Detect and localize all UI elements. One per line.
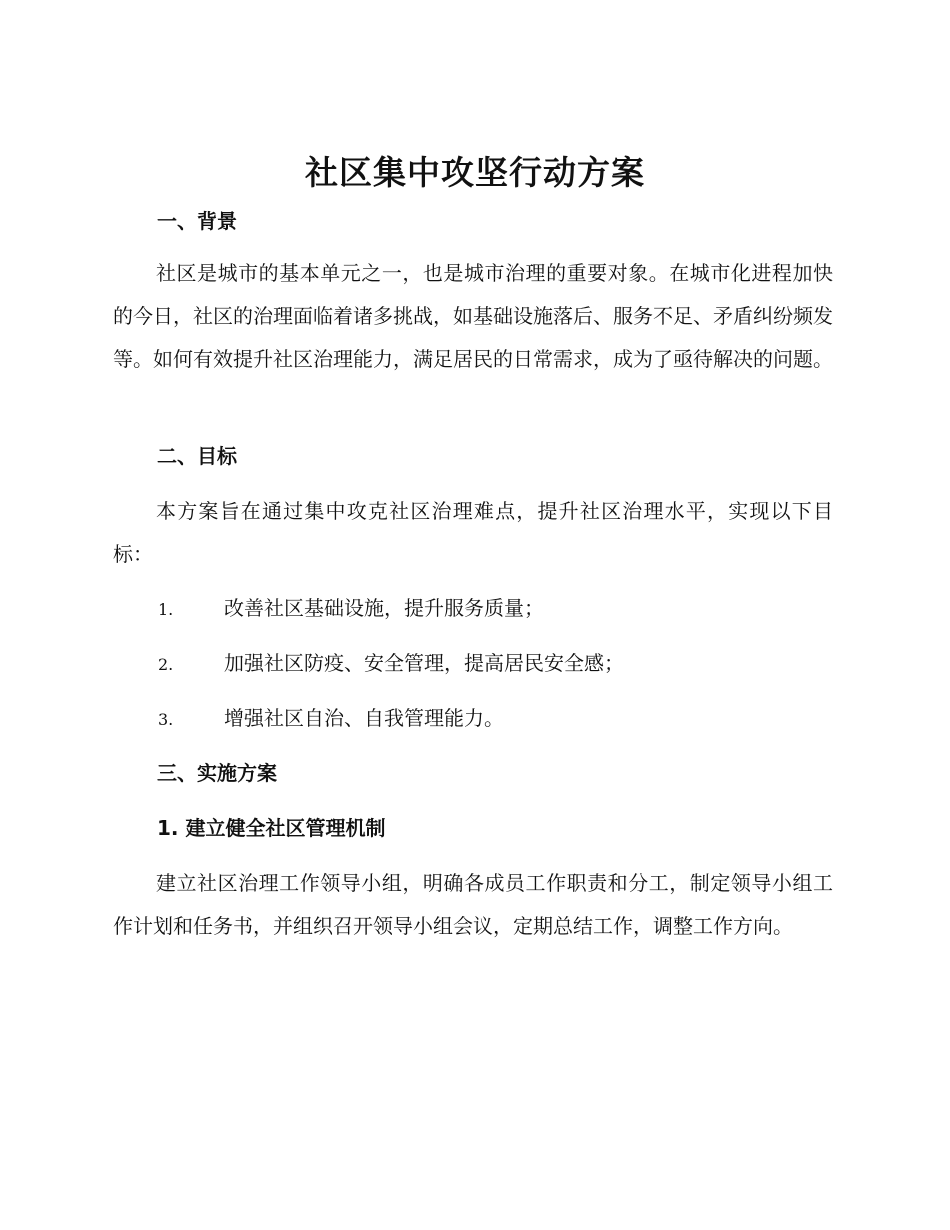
background-paragraph: 社区是城市的基本单元之一，也是城市治理的重要对象。在城市化进程加快的今日，社区的治理面临着诸多挑战，如基础设施落后、服务不足、矛盾纠纷频发等。如何有效提升社区治理能力，满足居民的日常需求，成为了亟待解决的问题。 [113, 261, 833, 371]
section-heading-goals: 二、目标 [157, 444, 237, 468]
list-item [158, 593, 838, 625]
list-item [158, 703, 838, 735]
section-heading-background: 一、背景 [157, 209, 237, 233]
document-title: 社区集中攻坚行动方案 [305, 153, 645, 192]
management-paragraph: 建立社区治理工作领导小组，明确各成员工作职责和分工，制定领导小组工作计划和任务书，并组织召开领导小组会议，定期总结工作，调整工作方向。 [113, 871, 833, 938]
list-item [158, 648, 838, 680]
list-item-number: 3. [158, 710, 174, 729]
list-item-number: 2. [158, 655, 174, 674]
list-item-text: 增强社区自治、自我管理能力。 [224, 706, 504, 730]
subsection-heading-management: 1. 建立健全社区管理机制 [157, 816, 386, 840]
list-item-text: 加强社区防疫、安全管理，提高居民安全感； [224, 651, 624, 675]
list-item-number: 1. [158, 600, 174, 619]
list-item-text: 改善社区基础设施，提升服务质量； [224, 596, 544, 620]
section-heading-implementation: 三、实施方案 [157, 761, 277, 785]
goals-paragraph: 本方案旨在通过集中攻克社区治理难点，提升社区治理水平，实现以下目标： [113, 499, 833, 566]
